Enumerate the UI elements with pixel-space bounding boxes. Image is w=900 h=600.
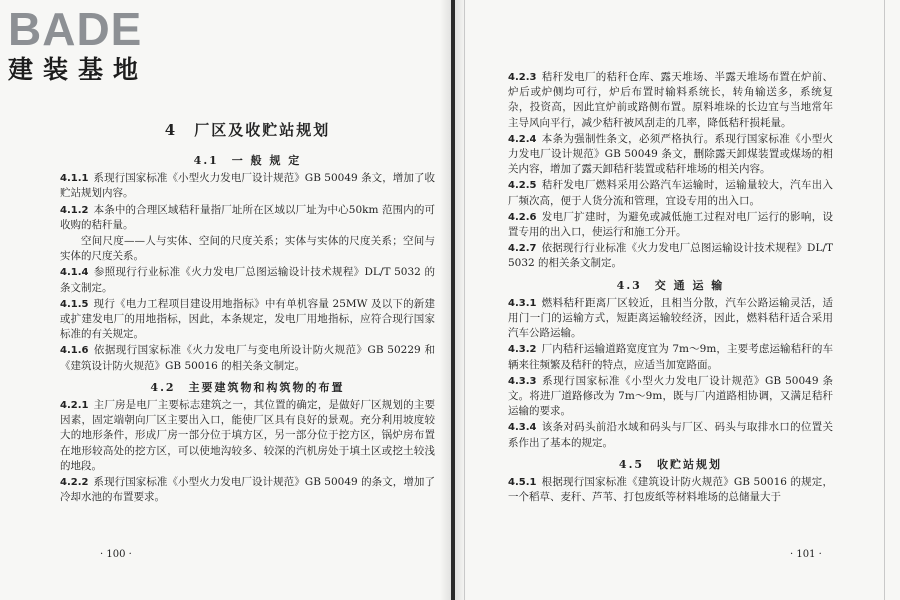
clause-number: 4.3.2 bbox=[508, 344, 537, 356]
clause-4-2-4 bbox=[508, 132, 833, 178]
clause-number: 4.2.1 bbox=[60, 400, 89, 412]
section-title-4-3: 4.3 交 通 运 输 bbox=[616, 278, 725, 292]
clause-4-1-2 bbox=[60, 203, 435, 233]
left-page-body bbox=[60, 150, 435, 506]
clause-4-2-2 bbox=[60, 475, 435, 505]
clause-number: 4.5.1 bbox=[508, 477, 537, 489]
clause-number: 4.1.2 bbox=[60, 204, 89, 216]
clause-4-1-5 bbox=[60, 297, 435, 343]
section-title-4-1: 4.1 一 般 规 定 bbox=[193, 154, 302, 167]
page-edge-line bbox=[464, 0, 465, 600]
clause-text: 发电厂扩建时，为避免或减低施工过程对电厂运行的影响，设置专用的出入口，使运行和施工分开。 bbox=[508, 210, 833, 239]
clause-number: 4.2.2 bbox=[60, 477, 89, 489]
clause-4-2-1 bbox=[60, 398, 435, 474]
page-edge-line-right bbox=[884, 0, 885, 600]
clause-number: 4.1.5 bbox=[60, 298, 89, 310]
clause-text: 系现行国家标准《小型火力发电厂设计规范》GB 50049 的条文，增加了冷却水池的布置要求。 bbox=[60, 476, 435, 504]
clause-text: 厂内秸秆运输道路宽度宜为 7m～9m，主要考虑运输秸秆的车辆来往频繁及秸秆的特点，应适当加宽路面。 bbox=[508, 343, 833, 371]
clause-text: 本条中的合理区域秸秆量指厂址所在区域以厂址为中心50km 范围内的可收购的秸秆量。 bbox=[60, 203, 435, 231]
clause-text: 燃料秸秆距离厂区较近，且相当分散，汽车公路运输灵活，适用门一门的运输方式，短距离运输较经济，因此，燃料秸秆适合采用汽车公路运输。 bbox=[508, 296, 833, 340]
clause-number: 4.2.5 bbox=[508, 180, 537, 192]
clause-number: 4.1.6 bbox=[60, 345, 89, 357]
clause-4-3-2 bbox=[508, 342, 833, 372]
clause-text: 参照现行行业标准《火力发电厂总图运输设计技术规程》DL/T 5032 的条文制定。 bbox=[60, 266, 435, 294]
clause-text: 系现行国家标准《小型火力发电厂设计规范》GB 50049 条文，增加了收贮站规划内容。 bbox=[60, 172, 435, 200]
section-title-4-5: 4.5 收贮站规划 bbox=[618, 457, 723, 471]
clause-number: 4.2.4 bbox=[508, 133, 537, 145]
left-page-number: · 100 · bbox=[100, 549, 132, 560]
section-title-4-2: 4.2 主要建筑物和构筑物的布置 bbox=[150, 380, 345, 394]
clause-4-1-1 bbox=[60, 171, 435, 201]
clause-text: 秸秆发电厂的秸秆仓库、露天堆场、半露天堆场布置在炉前、炉后或炉侧均可行，炉后布置时输料系统长，转角输送多，系统复杂，投资高，因此宜炉前或路侧布置。原料堆垛的长边宜与当地常年主导风向平行，减少秸秆被风刮走的几率，降低秸秆损耗量。 bbox=[508, 71, 833, 129]
clause-text: 该条对码头前沿水域和码头与厂区、码头与取排水口的位置关系作出了基本的规定。 bbox=[508, 421, 833, 449]
logo-chinese: 建装基地 bbox=[8, 55, 149, 84]
right-page-number: · 101 · bbox=[790, 549, 822, 560]
clause-text: 根据现行国家标准《建筑设计防火规范》GB 50016 的规定，一个稻草、麦秆、芦苇、打包废纸等材料堆场的总储量大于 bbox=[508, 476, 833, 504]
clause-number: 4.1.4 bbox=[60, 267, 89, 279]
clause-4-3-4 bbox=[508, 420, 833, 450]
clause-text: 依据现行行业标准《火力发电厂总图运输设计技术规程》DL/T 5032 的相关条文制定。 bbox=[508, 242, 833, 270]
bade-logo bbox=[8, 3, 178, 86]
clause-text: 主厂房是电厂主要标志建筑之一，其位置的确定，是做好厂区规划的主要因素，固定端朝向厂区主要出入口，能使厂区具有良好的景观。充分利用坡度较大的地形条件，形成厂房一部分位于填方区，另一部分位于挖方区，锅炉房布置在地形较高处的挖方区，可以使地沟较多、较深的汽机房处于填土区或挖土较浅的地段。 bbox=[60, 399, 435, 472]
clause-number: 4.3.3 bbox=[508, 375, 537, 387]
clause-text: 秸秆发电厂燃料采用公路汽车运输时，运输量较大，汽车出入厂频次高，便于人货分流和管理，宜设专用的出入口。 bbox=[508, 179, 833, 207]
clause-4-5-1 bbox=[508, 475, 833, 505]
clause-4-3-3 bbox=[508, 374, 833, 420]
clause-4-3-1 bbox=[508, 296, 833, 342]
right-page-body bbox=[508, 70, 833, 506]
clause-number: 4.1.1 bbox=[60, 173, 89, 185]
logo-letters: BADE bbox=[8, 3, 143, 55]
clause-number: 4.3.1 bbox=[508, 297, 537, 309]
clause-4-2-5 bbox=[508, 178, 833, 208]
space-scale-note: 空间尺度——人与实体、空间的尺度关系；实体与实体的尺度关系；空间与实体的尺度关系。 bbox=[60, 235, 435, 263]
clause-4-2-7 bbox=[508, 241, 833, 271]
clause-text: 依据现行国家标准《火力发电厂与变电所设计防火规范》GB 50229 和《建筑设计防火规范》GB 50016 的相关条文制定。 bbox=[60, 344, 435, 372]
clause-text: 现行《电力工程项目建设用地指标》中有单机容量 25MW 及以下的新建或扩建发电厂的用地指标，因此，本条规定，发电厂用地指标，应符合现行国家标准的有关规定。 bbox=[60, 297, 435, 341]
chapter-title: 4 厂区及收贮站规划 bbox=[164, 121, 331, 139]
book-spine bbox=[451, 0, 455, 600]
clause-4-2-3 bbox=[508, 70, 833, 131]
clause-text: 系现行国家标准《小型火力发电厂设计规范》GB 50049 条文。将进厂道路修改为 7m～9m，既与厂内道路相协调，又满足秸秆运输的要求。 bbox=[508, 374, 833, 418]
clause-number: 4.2.7 bbox=[508, 243, 537, 255]
clause-number: 4.2.3 bbox=[508, 72, 537, 83]
clause-4-1-4 bbox=[60, 265, 435, 295]
clause-4-2-6 bbox=[508, 210, 833, 240]
clause-text: 本条为强制性条文，必须严格执行。系现行国家标准《小型火力发电厂设计规范》GB 50049 条文，删除露天卸煤装置或煤场的相关内容，增加了露天卸秸秆装置或秸秆堆场的相关内容。 bbox=[508, 132, 833, 176]
clause-4-1-6 bbox=[60, 343, 435, 373]
clause-number: 4.3.4 bbox=[508, 422, 537, 434]
clause-number: 4.2.6 bbox=[508, 211, 537, 223]
